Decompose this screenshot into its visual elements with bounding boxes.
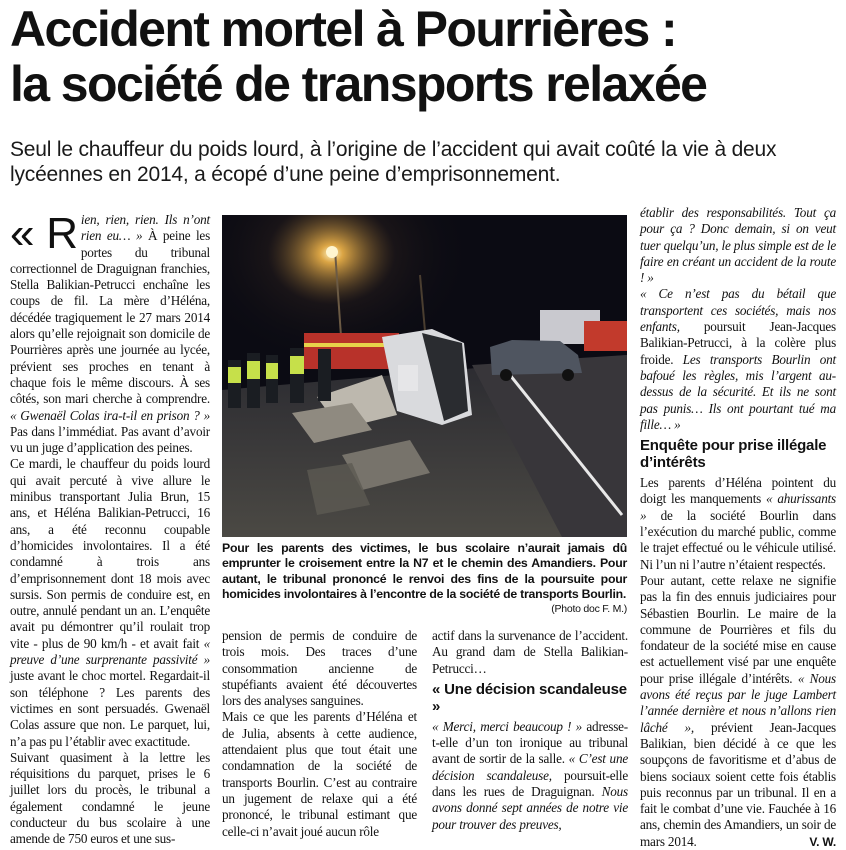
standfirst: Seul le chauffeur du poids lourd, à l’origine de l’accident qui avait coûté la vie à deux lycéennes en 2014, a écopé d’une peine d’emprisonnement. (10, 138, 777, 186)
paragraph-6: actif dans la survenance de l’accident. Au grand dam de Stella Balikian-Petrucci… (432, 628, 628, 676)
subheading-enquete: Enquête pour prise illégale d’intérêts (640, 437, 827, 472)
headline (10, 2, 840, 112)
paragraph-1: « R ien, rien, rien. Ils n’ont rien eu… » À peine les portes du tribunal correctionnel de Draguignan franchies, Stella Balikian-Petrucci enchaîne les coups de fil. La mère d’Héléna, décédée tragiquement le 27 mars 2014 alors qu’elle rejoignait son domicile de Pourrières après une journée au lycée, prévient ses proches en tenant à chaque fois le même discours. À ses côtés, son mari cherche à comprendre. « Gwenaël Colas ira-t-il en prison ? » Pas dans l’immédiat. Pas avant d’avoir vu un juge d’application des peines. (10, 209, 210, 456)
subheading-decision: « Une décision scandaleuse » (432, 680, 627, 715)
opening-quote: ien, rien, rien. Ils n’ont rien eu… » (80, 212, 210, 244)
article-column-3 (432, 628, 628, 833)
paragraph-10: Les parents d’Héléna pointent du doigt les manquements « ahurissants » de la société Bourlin dans l’exécution du marché public, comme le trajet effectué ou le véhicule utilisé. Ni l’un ni l’autre n’étaient respectés. (640, 475, 836, 572)
article-column-1 (10, 209, 210, 848)
paragraph-3: Suivant quasiment à la lettre les réquisitions du parquet, prises le 6 juillet lors du procès, le tribunal a également condamné le jeune conducteur du bus scolaire à une amende de 750 euros et une sus- (10, 749, 210, 847)
paragraph-7: « Merci, merci beaucoup ! » adresse-t-elle d’un ton ironique au tribunal avant de sortir de la salle. « C’est une décision scandaleuse, poursuit-elle dans les rues de Draguignan. Nous avons donné sept années de notre vie pour trouver des preuves, (432, 718, 628, 832)
paragraph-5: Mais ce que les parents d’Héléna et de Julia, absents à cette audience, attendaient plus que tout était une condamnation de la société de transports Bourlin. C’est au contraire un jugement de relaxe qui a été prononcé, le tribunal estimant que celle-ci n’avait joué aucun rôle (222, 709, 417, 839)
paragraph-11: Pour autant, cette relaxe ne signifie pas la fin des ennuis judiciaires pour Sébastien Bourlin. Le maire de la commune de Pourrières et fils du fondateur de la société mise en cause est actuellement visé par une enquête pour prise illégale d’intérêts. « Nous avons été reçus par le juge Lambert l’année dernière et nous n’allons rien lâché », prévient Jean-Jacques Balikian, bien décidé à ce que les soupçons de favoritisme et d’abus de biens sociaux soient cette fois établis puis reconnus par un tribunal. Il en a fait le combat d’une vie. Fauchée à 16 ans, chemin des Amandiers, un soir de mars 2014. V. W. (640, 572, 836, 849)
paragraph-4: pension de permis de conduire de trois mois. Des traces d’une consommation ancienne de stupéfiants avaient été découvertes lors des analyses sanguines. (222, 628, 417, 709)
paragraph-2: Ce mardi, le chauffeur du poids lourd qui avait percuté à vive allure le minibus transportant Julia Brun, 15 ans, et Héléna Balikian-Petrucci, 16 ans, a été reconnu coupable d’homicides involontaires. Il a été condamné à trois ans d’emprisonnement dont 18 mois avec sursis. Son permis de conduire est, en outre, annulé pendant un an. L’enquête avait pu démontrer qu’il roulait trop vite - plus de 90 km/h - et avait fait « preuve d’une surprenante passivité » juste avant le choc mortel. Regardait-il son téléphone ? Les parents des victimes en sont persuadés. Gwenaël Colas assure que non. Le parquet, lui, n’a pas pu l’établir avec exactitude. (10, 456, 210, 749)
accident-photo (222, 215, 627, 537)
article-column-4 (640, 205, 836, 850)
drop-cap: « R (10, 209, 78, 258)
caption-text: Pour les parents des victimes, le bus scolaire n’aurait jamais dû emprunter le croisement entre la N7 et le chemin des Amandiers. Pour autant, le tribunal prononcé le renvoi des fins de la poursuite pour homicides involontaires à l’encontre de la société de transports Bourlin. (222, 541, 627, 601)
paragraph-9: « Ce n’est pas du bétail que transportent ces sociétés, mais nos enfants, poursuit Jean-Jacques Balikian-Petrucci, à la colère plus froide. Les transports Bourlin ont bafoué les règles, mis l’argent au-dessus de la sécurité. Et ils ne sont pas punis… Ils ont pourtant tué ma fille… » (640, 286, 836, 432)
author-signature: V. W. (809, 834, 836, 849)
photo-caption (222, 541, 627, 617)
headline-line-2: la société de transports relaxée (10, 56, 707, 112)
article-column-2 (222, 628, 417, 840)
paragraph-8: établir des responsabilités. Tout ça pour ça ? Donc demain, si on veut tuer quelqu’un, le plus simple est de le faire en créant un accident de la route ! » (640, 205, 836, 286)
headline-line-1: Accident mortel à Pourrières : (10, 1, 677, 57)
photo-credit: (Photo doc F. M.) (551, 603, 627, 616)
